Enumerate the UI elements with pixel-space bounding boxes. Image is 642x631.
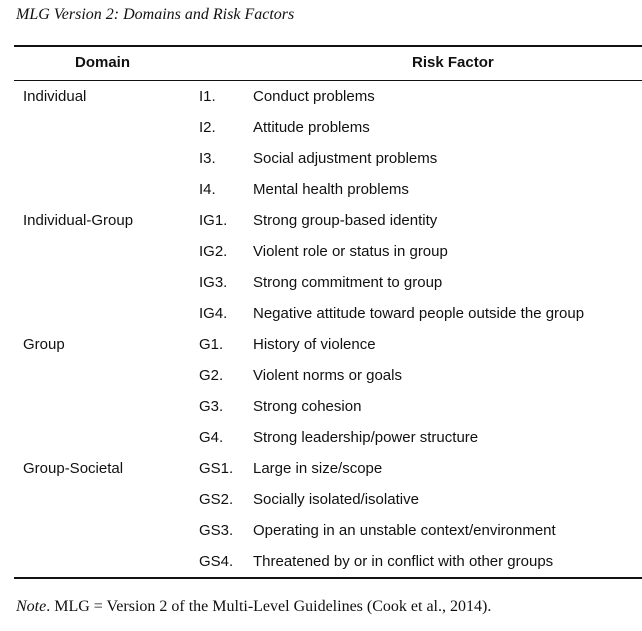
risk-factor-cell: Social adjustment problems xyxy=(253,150,438,167)
table-row xyxy=(0,334,642,365)
table-row xyxy=(0,303,642,334)
risk-factor-cell: Threatened by or in conflict with other groups xyxy=(253,553,554,570)
risk-factor-cell: Violent role or status in group xyxy=(253,243,448,260)
table-row xyxy=(0,241,642,272)
domain-cell: Group xyxy=(23,336,65,353)
header-domain: Domain xyxy=(75,54,131,71)
code-cell: GS4. xyxy=(199,553,234,570)
header-risk-factor: Risk Factor xyxy=(412,54,494,71)
table-body xyxy=(0,86,642,582)
bottom-rule xyxy=(14,577,642,579)
risk-factor-cell: Strong group-based identity xyxy=(253,212,438,229)
top-rule xyxy=(14,45,642,47)
risk-factor-cell: Violent norms or goals xyxy=(253,367,402,384)
code-cell: GS1. xyxy=(199,460,234,477)
table-row xyxy=(0,117,642,148)
risk-factor-cell: Strong leadership/power structure xyxy=(253,429,479,446)
code-cell: IG3. xyxy=(199,274,228,291)
domain-cell: Individual-Group xyxy=(23,212,134,229)
code-cell: GS3. xyxy=(199,522,234,539)
risk-factor-cell: Socially isolated/isolative xyxy=(253,491,419,508)
header-rule xyxy=(14,80,642,81)
risk-factor-cell: Negative attitude toward people outside the group xyxy=(253,305,585,322)
risk-factor-cell: History of violence xyxy=(253,336,376,353)
risk-factor-cell: Conduct problems xyxy=(253,88,375,105)
table-row xyxy=(0,148,642,179)
table-row xyxy=(0,210,642,241)
table-row xyxy=(0,396,642,427)
table-caption: MLG Version 2: Domains and Risk Factors xyxy=(16,6,295,23)
code-cell: G2. xyxy=(199,367,224,384)
risk-factor-cell: Mental health problems xyxy=(253,181,409,198)
table-row xyxy=(0,365,642,396)
risk-factor-cell: Operating in an unstable context/environment xyxy=(253,522,556,539)
note-text: . MLG = Version 2 of the Multi-Level Guidelines (Cook et al., 2014). xyxy=(46,598,492,615)
table-row xyxy=(0,86,642,117)
code-cell: IG2. xyxy=(199,243,228,260)
code-cell: G1. xyxy=(199,336,224,353)
code-cell: G4. xyxy=(199,429,224,446)
risk-factor-cell: Strong commitment to group xyxy=(253,274,443,291)
code-cell: IG1. xyxy=(199,212,228,229)
code-cell: I3. xyxy=(199,150,216,167)
domain-cell: Group-Societal xyxy=(23,460,124,477)
note-label: Note xyxy=(16,598,47,615)
code-cell: GS2. xyxy=(199,491,234,508)
table-row xyxy=(0,179,642,210)
table-row xyxy=(0,520,642,551)
risk-factor-cell: Strong cohesion xyxy=(253,398,362,415)
code-cell: I4. xyxy=(199,181,216,198)
code-cell: I1. xyxy=(199,88,216,105)
code-cell: IG4. xyxy=(199,305,228,322)
domain-cell: Individual xyxy=(23,88,87,105)
table-row xyxy=(0,489,642,520)
risk-factor-cell: Attitude problems xyxy=(253,119,370,136)
code-cell: G3. xyxy=(199,398,224,415)
table-row xyxy=(0,272,642,303)
table-row xyxy=(0,458,642,489)
table-row xyxy=(0,427,642,458)
table-note xyxy=(16,597,491,617)
risk-factor-cell: Large in size/scope xyxy=(253,460,383,477)
code-cell: I2. xyxy=(199,119,216,136)
